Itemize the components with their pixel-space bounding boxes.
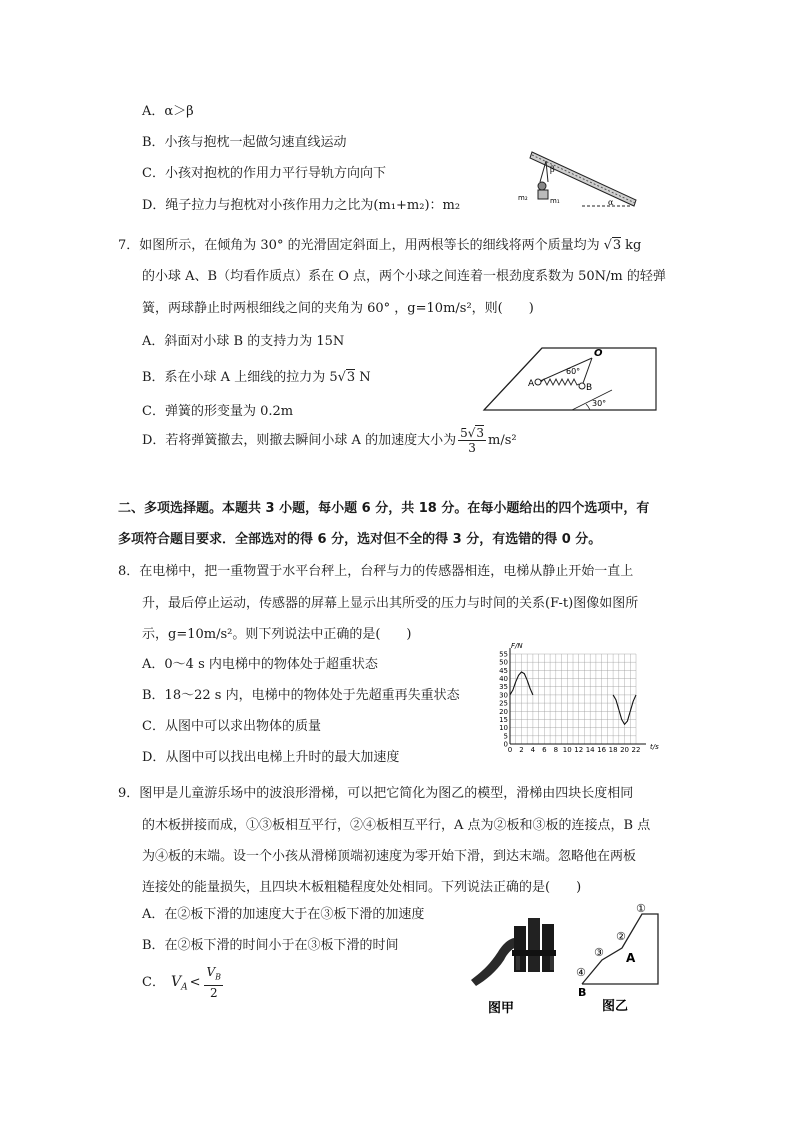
va-symbol: V <box>170 974 182 990</box>
y-axis-label: F/N <box>511 642 523 650</box>
q6-option-d: D．绳子拉力与抱枕对小孩作用力之比为(m₁+m₂)：m₂ <box>142 198 461 213</box>
x-tick-label: 2 <box>519 746 524 754</box>
fig-yi-caption: 图乙 <box>602 999 629 1014</box>
force-time-chart <box>478 634 668 754</box>
q7-stem-line3: 簧，两球静止时两根细线之间的夹角为 60° ，g=10m/s²，则( ) <box>142 301 534 316</box>
m1-label: m₁ <box>550 197 560 205</box>
q9-option-b: B．在②板下滑的时间小于在③板下滑的时间 <box>142 938 399 953</box>
vb-subscript: B <box>215 972 222 982</box>
q8-stem-line3: 示，g=10m/s²。则下列说法中正确的是( ) <box>142 627 412 642</box>
q7-option-d-fraction: $\frac{5√3}{3}$ <box>460 426 485 455</box>
x-tick-label: 20 <box>620 746 630 754</box>
rail-figure <box>512 148 637 218</box>
y-tick-label: 50 <box>499 658 508 667</box>
q6-option-b: B．小孩与抱枕一起做匀速直线运动 <box>142 135 347 150</box>
y-tick-label: 20 <box>499 707 508 716</box>
y-tick-label: 5 <box>503 732 508 741</box>
x-tick-label: 4 <box>530 746 536 754</box>
q6-option-a: A．α＞β <box>142 104 194 119</box>
x-tick-label: 12 <box>574 746 584 754</box>
o-label: O <box>594 348 603 359</box>
q9-stem-line4: 连接处的能量损失，且四块木板粗糙程度处处相同。下列说法正确的是( ) <box>142 880 582 895</box>
q7-stem-line1: 7．如图所示，在倾角为 30° 的光滑固定斜面上，用两根等长的细线将两个质量均为 √3 kg <box>118 238 642 253</box>
incline-figure <box>482 344 657 414</box>
chart-x-ticks <box>508 746 641 754</box>
q8-option-c: C．从图中可以求出物体的质量 <box>142 719 321 734</box>
x-tick-label: 10 <box>562 746 572 754</box>
q8-stem-line1: 8．在电梯中，把一重物置于水平台秤上，台秤与力的传感器相连，电梯从静止开始一直上 <box>118 564 634 579</box>
va-subscript: A <box>181 982 188 993</box>
y-tick-label: 10 <box>499 724 508 733</box>
q9-stem-line3: 为④板的末端。设一个小孩从滑梯顶端初速度为零开始下滑，到达末端。忽略他在两板 <box>142 849 637 864</box>
b-label: B <box>586 383 593 393</box>
vb-den: 2 <box>209 985 218 1000</box>
q8-option-a: A．0～4 s 内电梯中的物体处于超重状态 <box>142 657 378 672</box>
q9-option-a: A．在②板下滑的加速度大于在③板下滑的加速度 <box>142 907 425 922</box>
board-3-label: ③ <box>594 946 604 959</box>
angle-60-label: 60° <box>566 367 581 376</box>
alpha-label: α <box>608 198 614 207</box>
a-label: A <box>528 379 535 389</box>
b-point-label: B <box>578 986 587 999</box>
q7-stem-line2: 的小球 A、B（均看作质点）系在 O 点，两个小球之间连着一根劲度系数为 50N/m 的轻弹 <box>142 269 666 284</box>
vb-fraction <box>204 965 223 999</box>
q8-option-d: D．从图中可以找出电梯上升时的最大加速度 <box>142 750 400 765</box>
frac-coef: 5 <box>460 426 468 440</box>
y-tick-label: 15 <box>499 715 508 724</box>
x-tick-label: 6 <box>542 746 547 754</box>
a-point-label: A <box>626 951 636 965</box>
angle-30-label: 30° <box>592 399 607 408</box>
y-tick-label: 0 <box>503 740 508 749</box>
chart-y-ticks <box>499 651 508 749</box>
m2-label: m₂ <box>518 194 528 202</box>
x-tick-label: 18 <box>608 746 618 754</box>
q7-option-b-sqrt: 3 <box>346 370 356 385</box>
q6-option-c: C．小孩对抱枕的作用力平行导轨方向向下 <box>142 166 386 181</box>
y-tick-label: 55 <box>499 650 508 659</box>
board-2-label: ② <box>616 930 626 943</box>
y-tick-label: 35 <box>499 683 508 692</box>
chart-axes <box>510 648 646 744</box>
frac-den: 3 <box>468 441 476 455</box>
q7-option-c: C．弹簧的形变量为 0.2m <box>142 404 294 419</box>
q7-option-d <box>142 424 517 458</box>
y-tick-label: 30 <box>499 691 508 700</box>
q9-option-c <box>142 964 225 1006</box>
q9-stem-line2: 的木板拼接而成，①③板相互平行，②④板相互平行，A 点为②板和③板的连接点，B 点 <box>142 818 651 833</box>
x-tick-label: 16 <box>597 746 607 754</box>
board-4-label: ④ <box>576 966 586 979</box>
q7-option-b-text: B．系在小球 A 上细线的拉力为 5 <box>142 370 338 385</box>
vb-symbol: V <box>206 965 216 980</box>
board-1-label: ① <box>636 902 646 915</box>
frac-sqrt: 3 <box>476 426 485 440</box>
less-than: < <box>189 975 201 990</box>
q7-mass-sqrt: 3 <box>612 238 622 253</box>
q7-mass-unit: kg <box>625 238 642 253</box>
q8-option-b: B．18～22 s 内，电梯中的物体处于先超重再失重状态 <box>142 688 460 703</box>
q8-stem-line2: 升，最后停止运动，传感器的屏幕上显示出其所受的压力与时间的关系(F-t)图像如图所 <box>142 596 639 611</box>
q7-stem-line1-text: 7．如图所示，在倾角为 30° 的光滑固定斜面上，用两根等长的细线将两个质量均为 <box>118 238 600 253</box>
q7-option-a: A．斜面对小球 B 的支持力为 15N <box>142 334 345 349</box>
x-tick-label: 0 <box>507 746 513 754</box>
q7-option-b-unit: N <box>359 370 371 385</box>
q7-option-b: B．系在小球 A 上细线的拉力为 5√3 N <box>142 370 371 385</box>
section2-header-line1: 二、多项选择题。本题共 3 小题，每小题 6 分，共 18 分。在每小题给出的四个选项中，有 <box>118 501 650 516</box>
q9-option-c-prefix: C． <box>142 975 165 990</box>
slide-photo-figure <box>466 914 566 1019</box>
y-tick-label: 25 <box>499 699 508 708</box>
y-tick-label: 40 <box>499 675 508 684</box>
fig-jia-caption: 图甲 <box>488 1001 515 1016</box>
beta-label: β <box>550 165 555 174</box>
y-tick-label: 45 <box>499 666 508 675</box>
x-axis-label: t/s <box>650 743 659 751</box>
q9-stem-line1: 9．图甲是儿童游乐场中的波浪形滑梯，可以把它简化为图乙的模型，滑梯由四块长度相同 <box>118 786 634 801</box>
x-tick-label: 22 <box>631 746 641 754</box>
x-tick-label: 8 <box>553 746 559 754</box>
x-tick-label: 14 <box>585 746 595 754</box>
slide-model-figure <box>560 902 670 1017</box>
section2-header-line2: 多项符合题目要求．全部选对的得 6 分，选对但不全的得 3 分，有选错的得 0 分。 <box>118 532 602 547</box>
q7-option-d-text: D．若将弹簧撤去，则撤去瞬间小球 A 的加速度大小为 <box>142 433 457 448</box>
q7-option-d-unit: m/s² <box>488 433 517 448</box>
chart-grid <box>510 654 636 744</box>
